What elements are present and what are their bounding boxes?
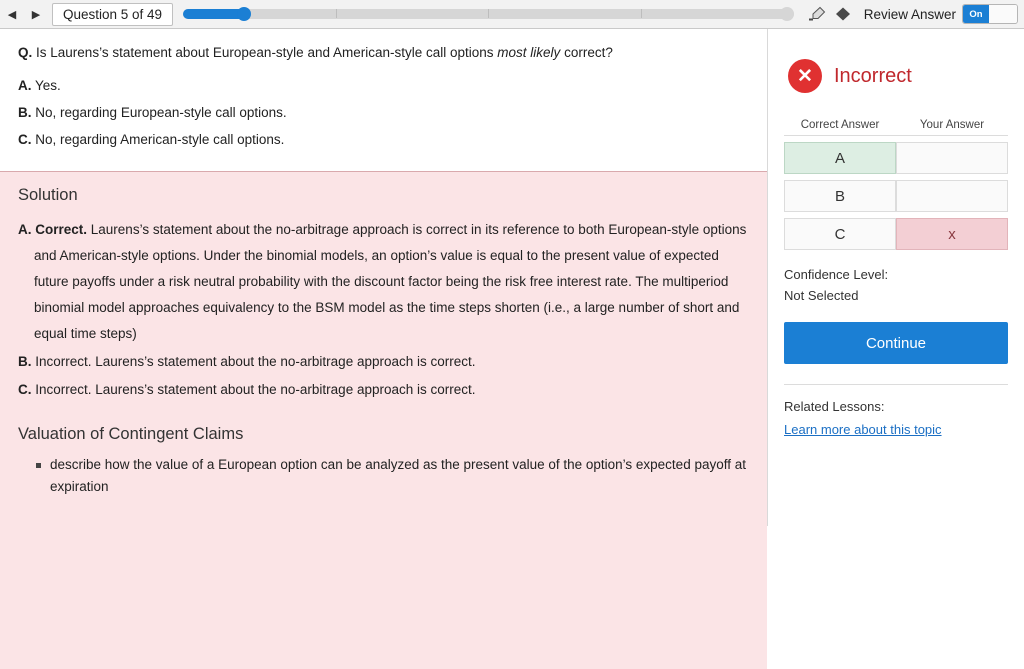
review-answer-toggle[interactable] — [962, 4, 1018, 24]
choice-b-text: No, regarding European-style call options. — [35, 105, 287, 120]
solution-item-c — [18, 377, 749, 403]
solution-subheading: Valuation of Contingent Claims — [18, 425, 244, 443]
related-lessons-link[interactable]: Learn more about this topic — [784, 422, 942, 437]
confidence-level-label: Confidence Level: — [784, 267, 889, 282]
list-item: describe how the value of a European option can be analyzed as the present value of the option’s expected payoff at expiration — [36, 454, 749, 498]
progress-tick — [336, 9, 337, 18]
solution-item-a-text: Laurens’s statement about the no-arbitrage approach is correct in its reference to both European-style options and American-style options. Under the binomial models, an option’s value is equal to the present value of expected future payoffs under a risk neutral probability with the discount factor being the risk free interest rate. The multiperiod binomial model approaches equivalency to the BSM model as the time steps shorten (i.e., a large number of short and equal time steps) — [34, 222, 747, 341]
choice-c[interactable] — [18, 130, 749, 149]
answer-rail — [768, 29, 1024, 526]
review-answer-label: Review Answer — [863, 6, 956, 22]
toolbar — [0, 0, 1024, 29]
progress-tick — [641, 9, 642, 18]
confidence-level-value: Not Selected — [784, 288, 859, 303]
choice-c-letter: C. — [18, 132, 32, 147]
correct-answer-a: A — [784, 142, 896, 174]
related-lessons-label: Related Lessons: — [784, 399, 885, 414]
correct-answer-c: C — [784, 218, 896, 250]
column-correct-answer: Correct Answer — [800, 119, 880, 131]
table-row — [784, 180, 1008, 212]
question-pane — [0, 29, 767, 172]
choice-a-text: Yes. — [35, 78, 61, 93]
question-stem — [18, 43, 749, 62]
toggle-state-label: On — [963, 5, 989, 23]
solution-item-c-letter: C. — [18, 382, 32, 397]
learning-outcome-list — [18, 454, 749, 498]
question-emphasis: most likely — [497, 45, 561, 60]
result-banner — [784, 59, 1008, 93]
continue-button[interactable]: Continue — [784, 322, 1008, 364]
eraser-icon[interactable] — [830, 0, 856, 28]
solution-item-a-verdict: Correct. — [35, 222, 88, 237]
question-counter: Question 5 of 49 — [52, 3, 173, 26]
correct-answer-b: B — [784, 180, 896, 212]
progress-end-knob[interactable] — [780, 7, 794, 21]
solution-title: Solution — [18, 186, 78, 204]
toggle-knob — [989, 5, 1017, 23]
choice-b[interactable] — [18, 103, 749, 122]
table-row — [784, 142, 1008, 174]
question-text-part2: correct? — [560, 45, 613, 60]
solution-item-b-text: Incorrect. Laurens’s statement about the no-arbitrage approach is correct. — [35, 354, 476, 369]
solution-pane — [0, 172, 767, 669]
triangle-right-icon[interactable]: ▶ — [31, 8, 41, 21]
solution-item-b-letter: B. — [18, 354, 32, 369]
choice-a[interactable] — [18, 76, 749, 95]
table-row — [784, 218, 1008, 250]
column-your-answer: Your Answer — [919, 119, 985, 131]
solution-item-b — [18, 349, 749, 375]
triangle-left-icon[interactable]: ◀ — [7, 8, 17, 21]
solution-item-c-text: Incorrect. Laurens’s statement about the no-arbitrage approach is correct. — [35, 382, 476, 397]
progress-tick — [488, 9, 489, 18]
choice-c-text: No, regarding American-style call options. — [35, 132, 285, 147]
solution-item-a — [18, 217, 749, 347]
question-label: Q. — [18, 45, 33, 60]
result-text: Incorrect — [834, 64, 912, 87]
question-text-part1: Is Laurens’s statement about European-style and American-style call options — [36, 45, 498, 60]
question-and-solution-pane — [0, 29, 768, 526]
progress-fill — [183, 9, 244, 19]
solution-item-a-letter: A. — [18, 222, 32, 237]
x-circle-icon: ✕ — [788, 59, 822, 93]
your-answer-a — [896, 142, 1008, 174]
your-answer-c: x — [896, 218, 1008, 250]
rail-divider — [784, 384, 1008, 385]
choice-b-letter: B. — [18, 105, 32, 120]
your-answer-b — [896, 180, 1008, 212]
answer-table-header — [784, 119, 1008, 136]
progress-slider[interactable] — [183, 7, 794, 21]
main-content — [0, 29, 1024, 526]
highlighter-icon[interactable] — [804, 0, 830, 28]
choice-a-letter: A. — [18, 78, 32, 93]
